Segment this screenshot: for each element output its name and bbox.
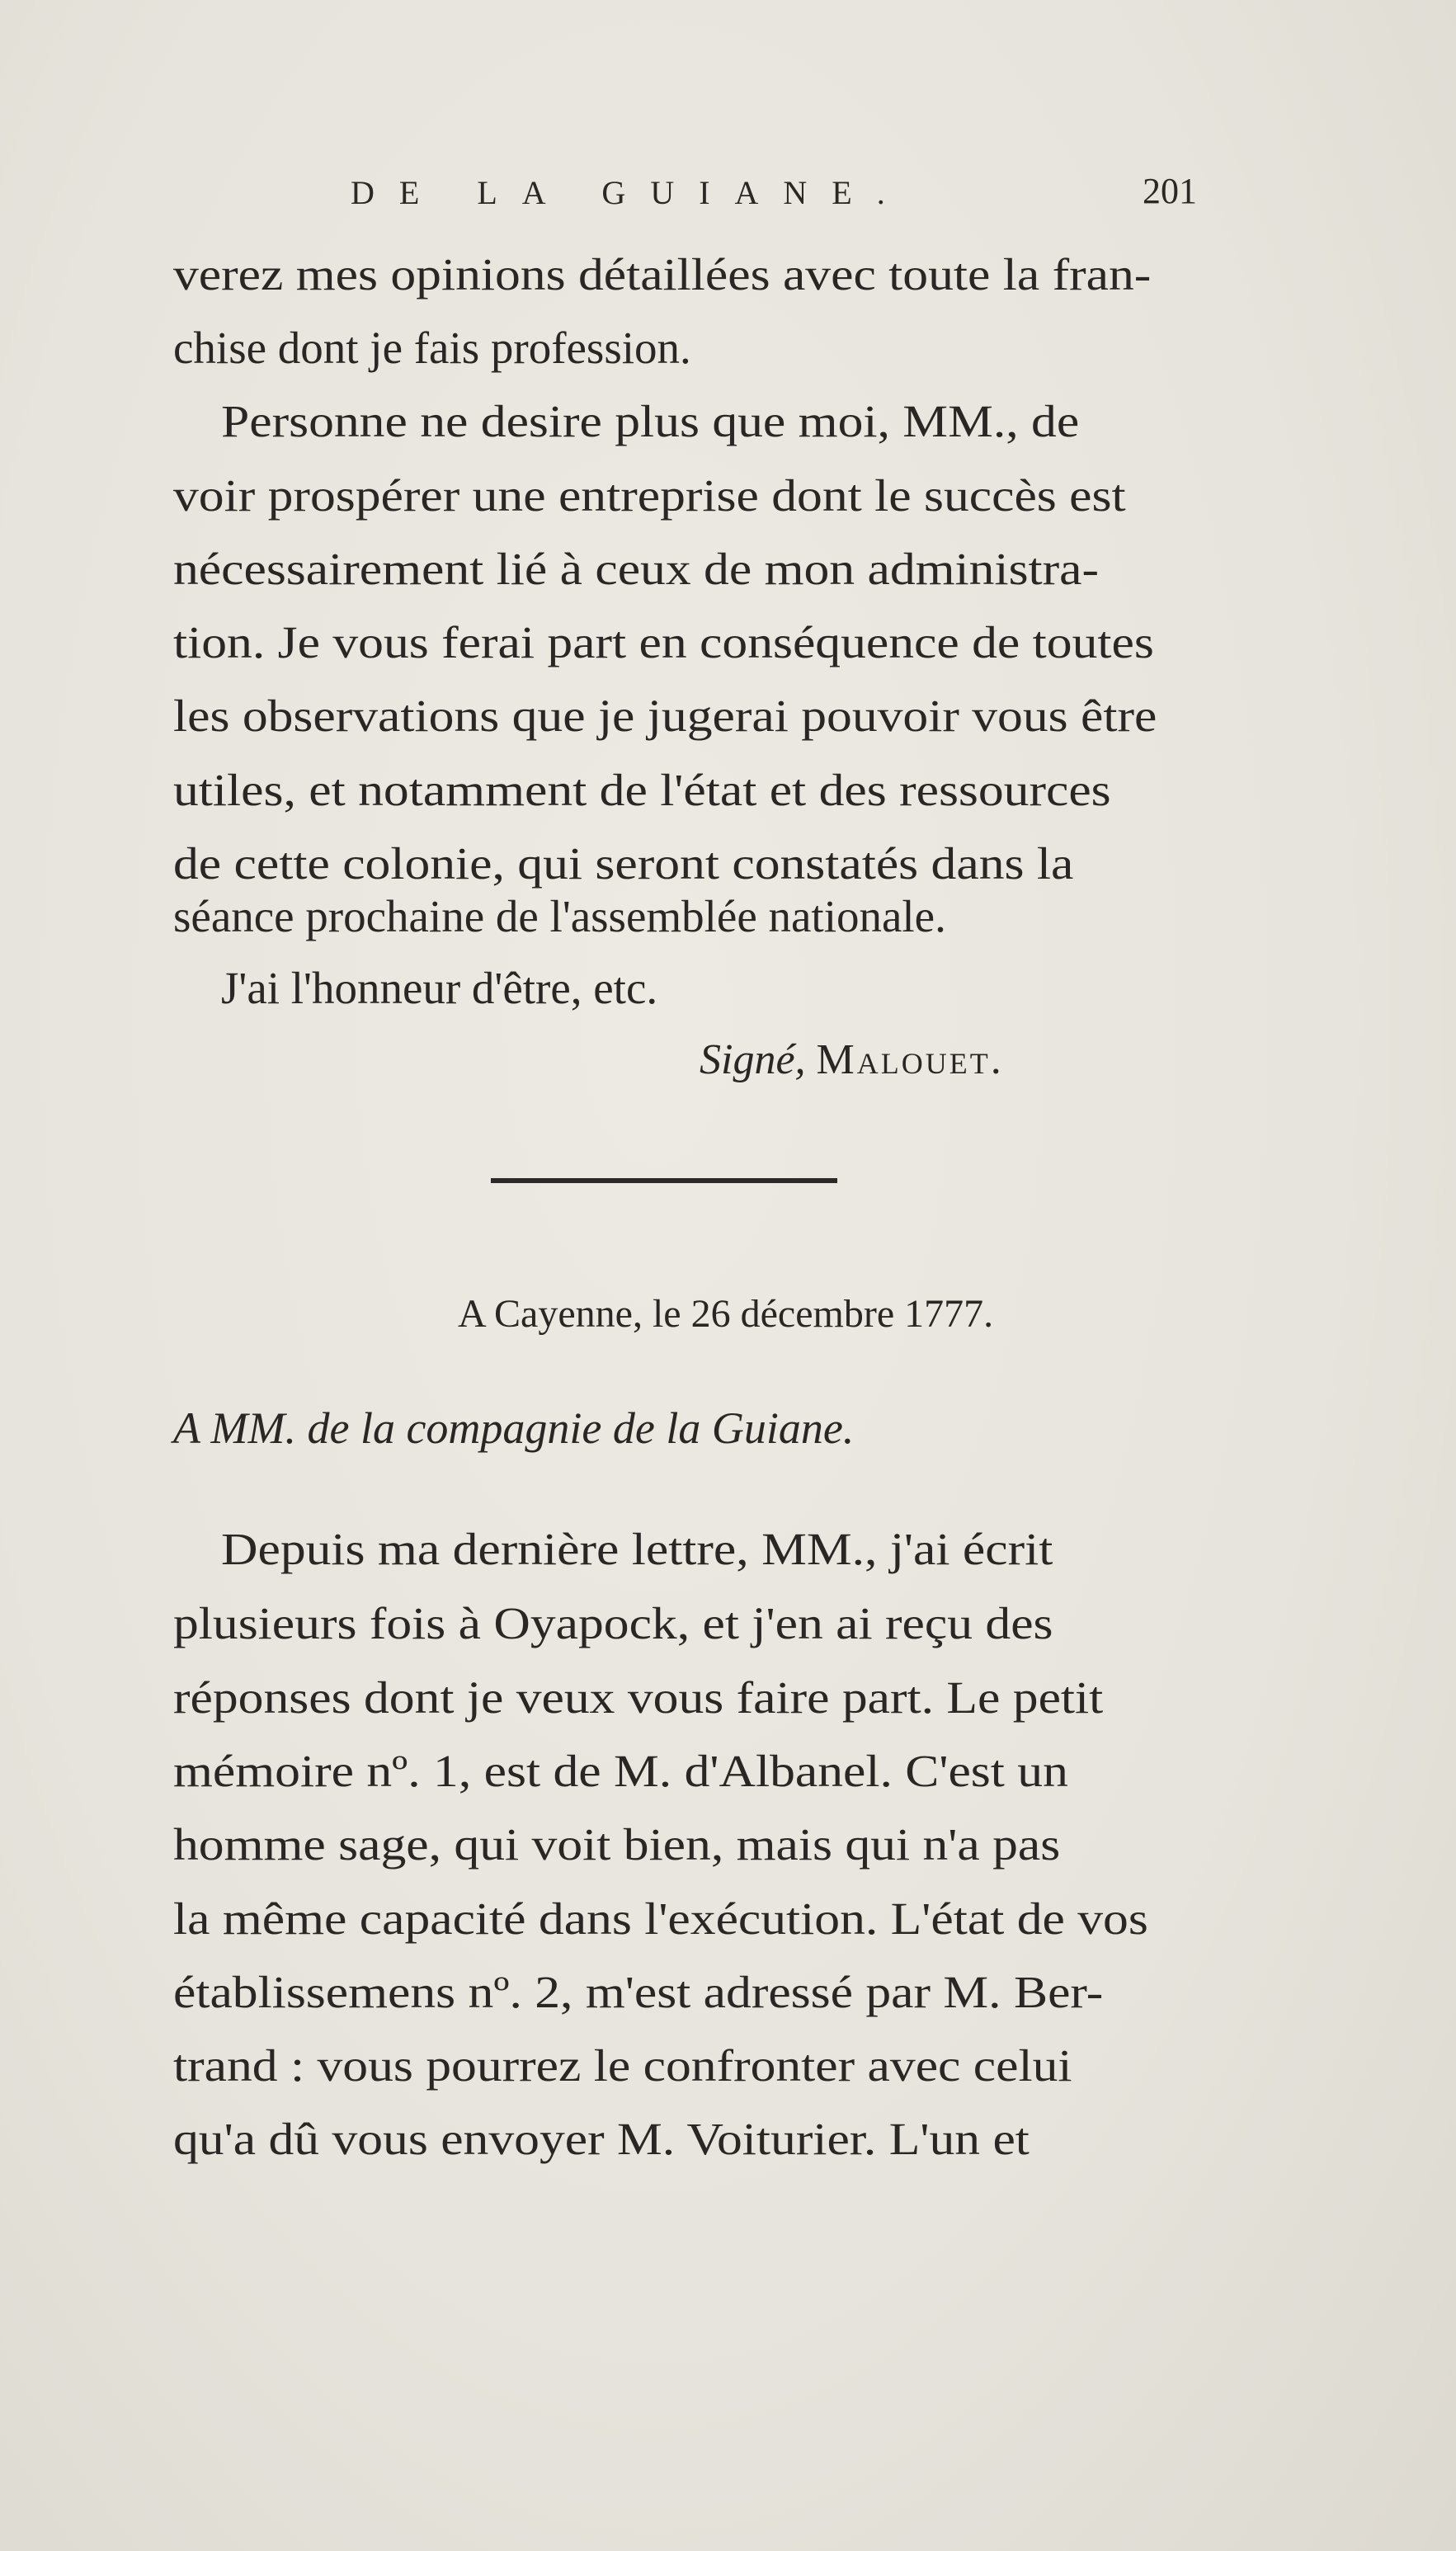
- text-line: la même capacité dans l'exécution. L'état de vos: [173, 1893, 1148, 1944]
- running-title: DE LA GUIANE.: [351, 174, 910, 211]
- text-line: J'ai l'honneur d'être, etc.: [221, 963, 658, 1013]
- text-line: voir prospérer une entreprise dont le succès est: [173, 470, 1126, 521]
- text-line: utiles, et notamment de l'état et des ressources: [173, 765, 1111, 815]
- text-line: séance prochaine de l'assemblée nationale.: [173, 891, 946, 941]
- text-line: chise dont je fais profession.: [173, 323, 691, 373]
- text-line: plusieurs fois à Oyapock, et j'en ai reçu des: [173, 1598, 1053, 1648]
- signature: [700, 1035, 1004, 1084]
- text-line: mémoire nº. 1, est de M. d'Albanel. C'est un: [173, 1746, 1068, 1796]
- text-line: Personne ne desire plus que moi, MM., de: [221, 396, 1080, 446]
- text-line: tion. Je vous ferai part en conséquence de toutes: [173, 617, 1154, 667]
- text-line: établissemens nº. 2, m'est adressé par M. Ber-: [173, 1967, 1104, 2017]
- signature-label: Signé,: [700, 1036, 806, 1083]
- section-divider: [491, 1178, 837, 1183]
- text-line: homme sage, qui voit bien, mais qui n'a pas: [173, 1819, 1061, 1870]
- text-line: Depuis ma dernière lettre, MM., j'ai écrit: [221, 1524, 1053, 1574]
- salutation: A MM. de la compagnie de la Guiane.: [173, 1403, 855, 1453]
- text-line: verez mes opinions détaillées avec toute la fran-: [173, 249, 1152, 299]
- text-line: qu'a dû vous envoyer M. Voiturier. L'un et: [173, 2114, 1030, 2164]
- page-number: 201: [1143, 171, 1197, 211]
- dateline: A Cayenne, le 26 décembre 1777.: [458, 1292, 994, 1336]
- text-line: réponses dont je veux vous faire part. Le petit: [173, 1672, 1104, 1723]
- text-line: de cette colonie, qui seront constatés dans la: [173, 838, 1074, 889]
- text-line: les observations que je jugerai pouvoir vous être: [173, 691, 1157, 741]
- signature-name: Malouet.: [816, 1036, 1004, 1083]
- text-line: trand : vous pourrez le confronter avec celui: [173, 2040, 1072, 2091]
- text-line: nécessairement lié à ceux de mon administra-: [173, 544, 1100, 594]
